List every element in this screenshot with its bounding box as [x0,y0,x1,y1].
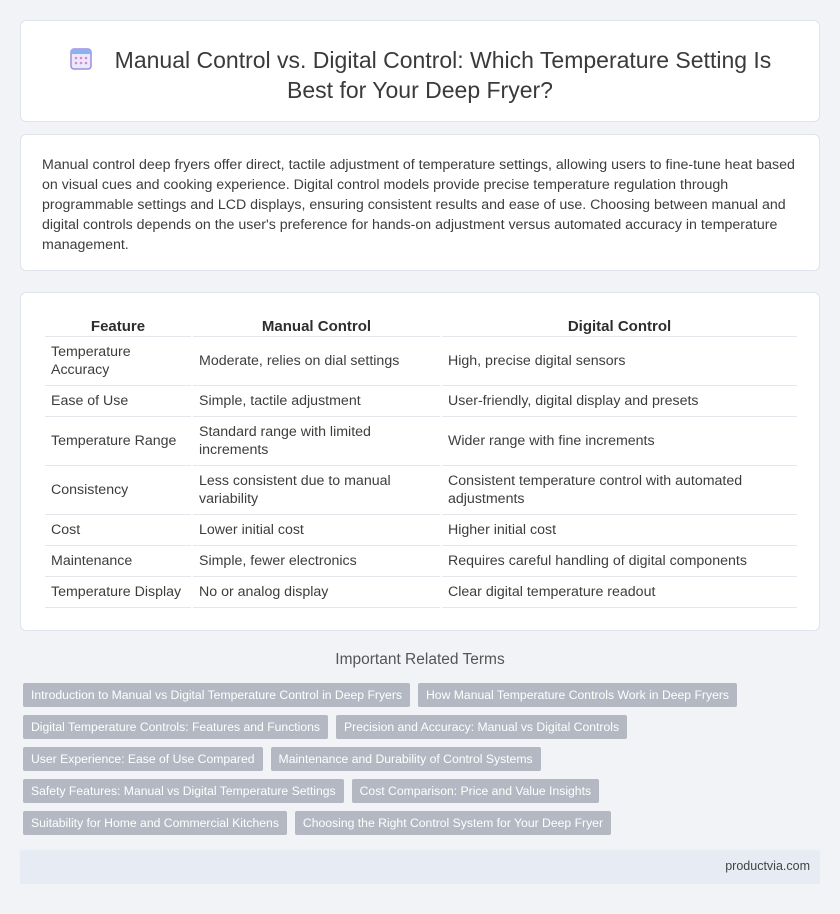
table-cell: Less consistent due to manual variability [193,466,440,515]
footer-bar [20,850,820,884]
table-cell: Requires careful handling of digital components [442,546,797,577]
header-feature: Feature [45,315,191,337]
table-cell: High, precise digital sensors [442,337,797,386]
table-cell: No or analog display [193,577,440,608]
table-cell: Temperature Display [45,577,191,608]
table-row [45,546,797,577]
related-term-link[interactable]: Choosing the Right Control System for Your Deep Fryer [295,811,611,835]
page-title-wrap [21,45,819,105]
table-cell: Temperature Accuracy [45,337,191,386]
calendar-grid-icon [69,45,93,71]
page-title: Manual Control vs. Digital Control: Which Temperature Setting Is Best for Your Deep Fryer? [114,47,772,103]
comparison-table-card [20,292,820,631]
table-row [45,515,797,546]
table-cell: Clear digital temperature readout [442,577,797,608]
table-cell: Simple, fewer electronics [193,546,440,577]
table-cell: Consistency [45,466,191,515]
table-row [45,417,797,466]
related-term-link[interactable]: User Experience: Ease of Use Compared [23,747,263,771]
comparison-table [43,315,799,608]
table-cell: Temperature Range [45,417,191,466]
table-cell: Consistent temperature control with automated adjustments [442,466,797,515]
table-cell: Moderate, relies on dial settings [193,337,440,386]
table-row [45,577,797,608]
table-header-row [45,315,797,337]
related-term-link[interactable]: Digital Temperature Controls: Features and Functions [23,715,328,739]
intro-card [20,134,820,271]
intro-paragraph: Manual control deep fryers offer direct, tactile adjustment of temperature settings, allowing users to fine-tune heat based on visual cues and cooking experience. Digital control models provide precise temperature regulation through programmable settings and LCD displays, ensuring consistent results and ease of use. Choosing between manual and digital controls depends on the user's preference for hands-on adjustment versus automated accuracy in temperature management. [42,157,795,253]
table-row [45,337,797,386]
table-row [45,466,797,515]
related-term-link[interactable]: Precision and Accuracy: Manual vs Digital Controls [336,715,627,739]
table-cell: Ease of Use [45,386,191,417]
related-term-link[interactable]: Safety Features: Manual vs Digital Temperature Settings [23,779,344,803]
related-term-link[interactable]: Suitability for Home and Commercial Kitchens [23,811,287,835]
header-digital-control: Digital Control [442,315,797,337]
table-cell: Lower initial cost [193,515,440,546]
related-term-link[interactable]: Cost Comparison: Price and Value Insights [352,779,599,803]
table-cell: Cost [45,515,191,546]
table-cell: Maintenance [45,546,191,577]
related-term-link[interactable]: Introduction to Manual vs Digital Temperature Control in Deep Fryers [23,683,410,707]
table-cell: Wider range with fine increments [442,417,797,466]
related-term-link[interactable]: How Manual Temperature Controls Work in Deep Fryers [418,683,737,707]
table-cell: Higher initial cost [442,515,797,546]
related-terms-list [23,683,813,835]
table-cell: Standard range with limited increments [193,417,440,466]
table-row [45,386,797,417]
table-cell: User-friendly, digital display and presets [442,386,797,417]
related-term-link[interactable]: Maintenance and Durability of Control Systems [271,747,541,771]
table-cell: Simple, tactile adjustment [193,386,440,417]
related-terms-heading: Important Related Terms [335,651,505,668]
header-manual-control: Manual Control [193,315,440,337]
title-card [20,20,820,122]
footer-site-name: productvia.com [725,859,810,873]
